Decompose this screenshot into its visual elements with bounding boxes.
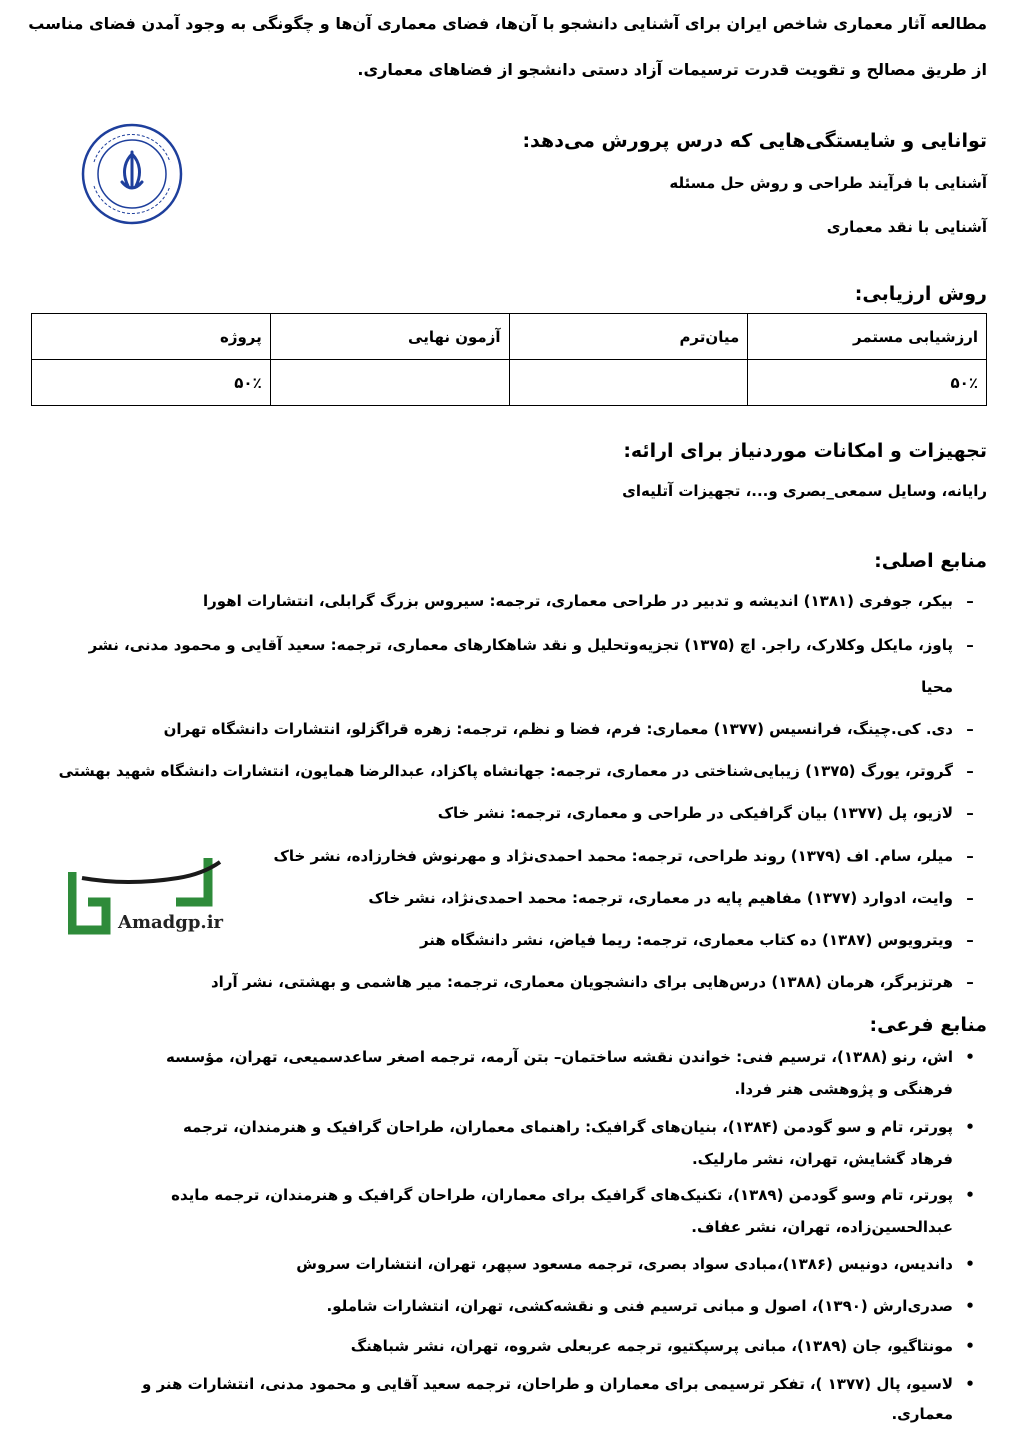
table-header-cell: آزمون نهایی [270,314,509,360]
list-item: –پاوز، مایکل وکلارک، راجر. اچ (۱۳۷۵) تجزیه‌وتحلیل و نقد شاهکارهای معماری، ترجمه: سعید آقایی و محمود مدنی، نشر [88,636,974,654]
evaluation-title: روش ارزیابی: [854,283,987,305]
ministry-seal-icon [80,122,184,226]
watermark-site: Amadgp.ir [118,912,224,933]
list-item: •مونتاگیو، جان (۱۳۸۹)، مبانی پرسپکتیو، ترجمه عربعلی شروه، تهران، نشر شباهنگ [350,1337,975,1355]
list-item: •اش، رنو (۱۳۸۸)، ترسیم فنی: خواندن نقشه ساختمان– بتن آرمه، ترجمه اصغر ساعدسمیعی، تهران، مؤسسه [166,1048,975,1066]
list-item: –ویترویوس (۱۳۸۷) ده کتاب معماری، ترجمه: ریما فیاض، نشر دانشگاه هنر [419,931,974,949]
table-header-cell: میان‌ترم [509,314,748,360]
list-item: –بیکر، جوفری (۱۳۸۱) اندیشه و تدبیر در طراحی معماری، ترجمه: سیروس بزرگ گرابلی، انتشارات اهورا [203,592,974,610]
list-item-continuation: عبدالحسین‌زاده، تهران، نشر عفاف. [691,1218,953,1236]
secondary-sources-title: منابع فرعی: [869,1014,987,1036]
list-item: –هرتزبرگر، هرمان (۱۳۸۸) درس‌هایی برای دانشجویان معماری، ترجمه: میر هاشمی و بهشتی، نشر آراد [210,973,974,991]
evaluation-value-row [32,360,987,406]
skill-item: آشنایی با فرآیند طراحی و روش حل مسئله [669,174,987,192]
equipment-title: تجهیزات و امکانات موردنیاز برای ارائه: [623,440,987,462]
list-item: •داندیس، دونیس (۱۳۸۶)،مبادی سواد بصری، ترجمه مسعود سپهر، تهران، انتشارات سروش [296,1255,975,1273]
equipment-text: رایانه، وسایل سمعی_بصری و...، تجهیزات آتلیه‌ای [622,482,987,500]
evaluation-table [31,313,987,406]
table-header-cell: ارزشیابی مستمر [748,314,987,360]
table-cell [270,360,509,406]
list-item: •صدری‌ارش (۱۳۹۰)، اصول و مبانی ترسیم فنی و نقشه‌کشی، تهران، انتشارات شاملو. [326,1297,975,1315]
list-item-continuation: فرهنگی و پژوهشی هنر فردا. [734,1080,953,1098]
list-item: –دی. کی.چینگ، فرانسیس (۱۳۷۷) معماری: فرم، فضا و نظم، ترجمه: زهره قراگزلو، انتشارات دانشگاه تهران [163,720,974,738]
evaluation-header-row [32,314,987,360]
list-item: –وایت، ادوارد (۱۳۷۷) مفاهیم پایه در معماری، ترجمه: محمد احمدی‌نژاد، نشر خاک [368,889,974,907]
list-item: •لاسیو، پال (۱۳۷۷ )، تفکر ترسیمی برای معماران و طراحان، ترجمه سعید آقایی و محمود مدنی، انتشارات هنر و [142,1375,975,1393]
list-item: –میلر، سام. اف (۱۳۷۹) روند طراحی، ترجمه: محمد احمدی‌نژاد و مهرنوش فخارزاده، نشر خاک [273,847,974,865]
list-item-continuation: معماری. [891,1405,953,1423]
table-cell: ۵۰٪ [32,360,271,406]
intro-line-1: مطالعه آثار معماری شاخص ایران برای آشنایی دانشجو با آن‌ها، فضای معماری آن‌ها و چگونگی به وجود آمدن فضای مناسب [28,14,987,33]
table-cell [509,360,748,406]
skills-title: توانایی و شایستگی‌هایی که درس پرورش می‌دهد: [522,130,987,152]
main-sources-title: منابع اصلی: [874,550,987,572]
table-cell: ۵۰٪ [748,360,987,406]
list-item: –لازیو، پل (۱۳۷۷) بیان گرافیکی در طراحی و معماری، ترجمه: نشر خاک [437,804,974,822]
list-item-continuation: فرهاد گشایش، تهران، نشر مارلیک. [691,1150,953,1168]
skill-item: آشنایی با نقد معماری [826,218,987,236]
list-item: •پورتر، تام و سو گودمن (۱۳۸۴)، بنیان‌های گرافیک: راهنمای معماران، طراحان گرافیک و هنرمندان، ترجمه [182,1118,975,1136]
table-header-cell: پروژه [32,314,271,360]
list-item: •پورتر، تام وسو گودمن (۱۳۸۹)، تکنیک‌های گرافیک برای معماران، طراحان گرافیک و هنرمندان، ترجمه مایده [171,1186,975,1204]
list-item: –گروتر، یورگ (۱۳۷۵) زیبایی‌شناختی در معماری، ترجمه: جهانشاه پاکزاد، عبدالرضا همایون، انتشارات دانشگاه شهید بهشتی [58,762,974,780]
intro-line-2: از طریق مصالح و تقویت قدرت ترسیمات آزاد دستی دانشجو از فضاهای معماری. [357,60,987,79]
list-item-continuation: محیا [921,678,953,696]
